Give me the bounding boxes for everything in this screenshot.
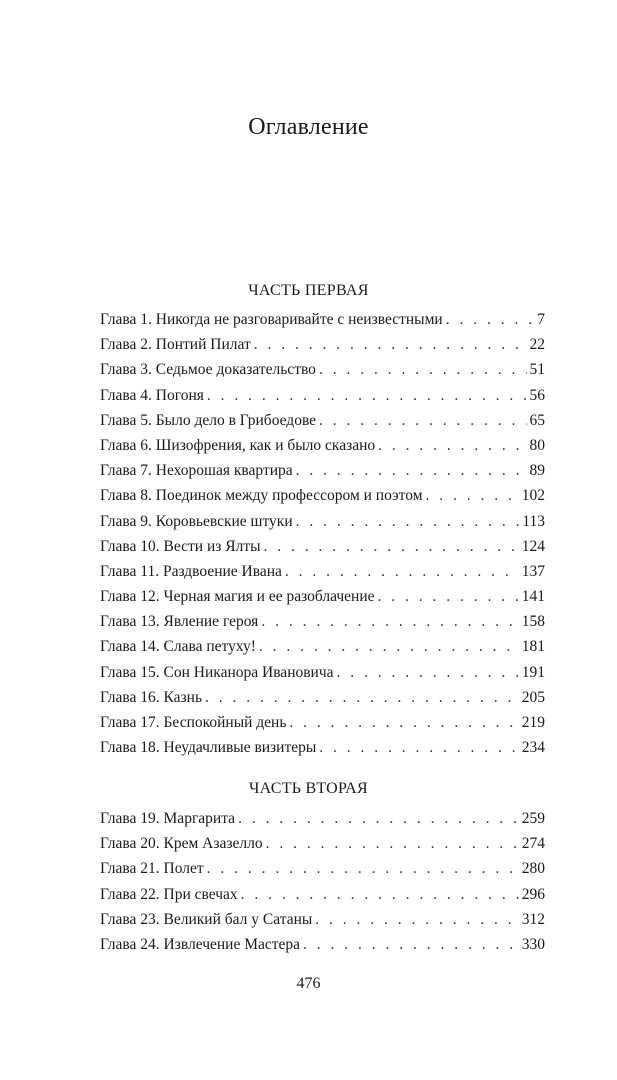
chapter-page-number: 219 bbox=[521, 714, 545, 731]
part-title-second: ЧАСТЬ ВТОРАЯ bbox=[248, 780, 369, 797]
dot-leader bbox=[296, 462, 527, 480]
chapter-page-number: 280 bbox=[521, 860, 545, 878]
dot-leader bbox=[315, 911, 518, 929]
chapter-page-number: 65 bbox=[529, 411, 545, 429]
chapter-page-number: 158 bbox=[521, 613, 545, 631]
toc-entry bbox=[100, 810, 545, 835]
dot-leader bbox=[254, 336, 527, 354]
chapter-title: Глава 17. Беспокойный день bbox=[100, 714, 287, 731]
chapter-page-number: 22 bbox=[529, 336, 545, 354]
chapter-title: Глава 2. Понтий Пилат bbox=[100, 336, 251, 354]
toc-entry bbox=[100, 487, 545, 512]
chapter-title: Глава 14. Слава петуху! bbox=[100, 638, 256, 656]
toc-entry bbox=[100, 336, 545, 361]
chapter-page-number: 205 bbox=[521, 688, 545, 706]
toc-entry bbox=[100, 311, 545, 336]
toc-entry bbox=[100, 513, 545, 538]
chapter-page-number: 102 bbox=[521, 487, 545, 505]
chapter-page-number: 7 bbox=[537, 311, 545, 328]
chapter-page-number: 124 bbox=[521, 537, 545, 555]
chapter-title: Глава 16. Казнь bbox=[100, 688, 203, 706]
dot-leader bbox=[303, 936, 519, 954]
dot-leader bbox=[264, 538, 519, 556]
chapter-page-number: 56 bbox=[529, 386, 545, 404]
toc-entry bbox=[100, 412, 545, 437]
toc-entry bbox=[100, 538, 545, 563]
dot-leader bbox=[337, 664, 519, 682]
toc-list-part-one bbox=[100, 311, 545, 764]
dot-leader bbox=[207, 387, 527, 405]
chapter-title: Глава 10. Вести из Ялты bbox=[100, 537, 261, 555]
chapter-page-number: 259 bbox=[521, 810, 545, 827]
dot-leader bbox=[266, 835, 519, 853]
toc-entry bbox=[100, 936, 545, 961]
chapter-page-number: 80 bbox=[529, 436, 545, 454]
chapter-title: Глава 7. Нехорошая квартира bbox=[100, 462, 293, 480]
dot-leader bbox=[296, 513, 520, 531]
chapter-page-number: 330 bbox=[521, 935, 545, 953]
chapter-title: Глава 19. Маргарита bbox=[100, 810, 236, 827]
chapter-title: Глава 24. Извлечение Мастера bbox=[100, 935, 301, 953]
toc-entry bbox=[100, 689, 545, 714]
chapter-title: Глава 20. Крем Азазелло bbox=[100, 835, 263, 853]
chapter-title: Глава 6. Шизофрения, как и было сказано bbox=[100, 436, 376, 454]
toc-entry bbox=[100, 437, 545, 462]
dot-leader bbox=[378, 437, 526, 455]
page-title: Оглавление bbox=[248, 114, 369, 140]
dot-leader bbox=[285, 563, 519, 581]
chapter-title: Глава 8. Поединок между профессором и поэтом bbox=[100, 487, 423, 505]
toc-entry bbox=[100, 911, 545, 936]
chapter-title: Глава 21. Полет bbox=[100, 860, 204, 878]
dot-leader bbox=[207, 860, 519, 878]
chapter-title: Глава 13. Явление героя bbox=[100, 613, 259, 631]
chapter-title: Глава 9. Коровьевские штуки bbox=[100, 512, 293, 530]
toc-entry bbox=[100, 638, 545, 663]
dot-leader bbox=[289, 714, 518, 732]
chapter-page-number: 141 bbox=[521, 588, 545, 606]
dot-leader bbox=[261, 613, 518, 631]
dot-leader bbox=[205, 689, 519, 707]
chapter-title: Глава 5. Было дело в Грибоедове bbox=[100, 411, 317, 429]
chapter-page-number: 113 bbox=[522, 512, 545, 530]
toc-list-part-two bbox=[100, 810, 545, 961]
toc-entry bbox=[100, 613, 545, 638]
chapter-page-number: 51 bbox=[529, 361, 545, 379]
chapter-title: Глава 18. Неудачливые визитеры bbox=[100, 739, 317, 757]
dot-leader bbox=[319, 412, 526, 430]
toc-entry bbox=[100, 387, 545, 412]
chapter-page-number: 137 bbox=[521, 562, 545, 580]
toc-entry bbox=[100, 462, 545, 487]
toc-entry bbox=[100, 588, 545, 613]
dot-leader bbox=[426, 487, 519, 505]
toc-entry bbox=[100, 664, 545, 689]
chapter-page-number: 274 bbox=[521, 835, 545, 853]
chapter-title: Глава 4. Погоня bbox=[100, 386, 204, 404]
chapter-title: Глава 12. Черная магия и ее разоблачение bbox=[100, 588, 375, 606]
chapter-title: Глава 3. Седьмое доказательство bbox=[100, 361, 316, 379]
dot-leader bbox=[238, 810, 519, 828]
chapter-title: Глава 11. Раздвоение Ивана bbox=[100, 562, 282, 580]
dot-leader bbox=[259, 638, 519, 656]
chapter-page-number: 181 bbox=[521, 638, 545, 656]
part-title-first: ЧАСТЬ ПЕРВАЯ bbox=[248, 282, 369, 299]
toc-entry bbox=[100, 361, 545, 386]
chapter-page-number: 234 bbox=[521, 739, 545, 757]
dot-leader bbox=[378, 588, 519, 606]
toc-entry bbox=[100, 886, 545, 911]
toc-entry bbox=[100, 860, 545, 885]
chapter-page-number: 296 bbox=[521, 885, 545, 903]
toc-entry bbox=[100, 563, 545, 588]
dot-leader bbox=[319, 361, 527, 379]
dot-leader bbox=[319, 739, 518, 757]
toc-entry bbox=[100, 714, 545, 739]
chapter-page-number: 89 bbox=[529, 462, 545, 480]
chapter-page-number: 191 bbox=[521, 663, 545, 681]
toc-entry bbox=[100, 739, 545, 764]
toc-entry bbox=[100, 835, 545, 860]
chapter-title: Глава 15. Сон Никанора Ивановича bbox=[100, 663, 334, 681]
chapter-title: Глава 22. При свечах bbox=[100, 885, 238, 903]
page-number: 476 bbox=[296, 975, 321, 992]
chapter-title: Глава 23. Великий бал у Сатаны bbox=[100, 910, 313, 928]
chapter-page-number: 312 bbox=[521, 910, 545, 928]
dot-leader bbox=[241, 886, 519, 904]
dot-leader bbox=[446, 311, 535, 329]
chapter-title: Глава 1. Никогда не разговаривайте с неизвестными bbox=[100, 311, 443, 328]
